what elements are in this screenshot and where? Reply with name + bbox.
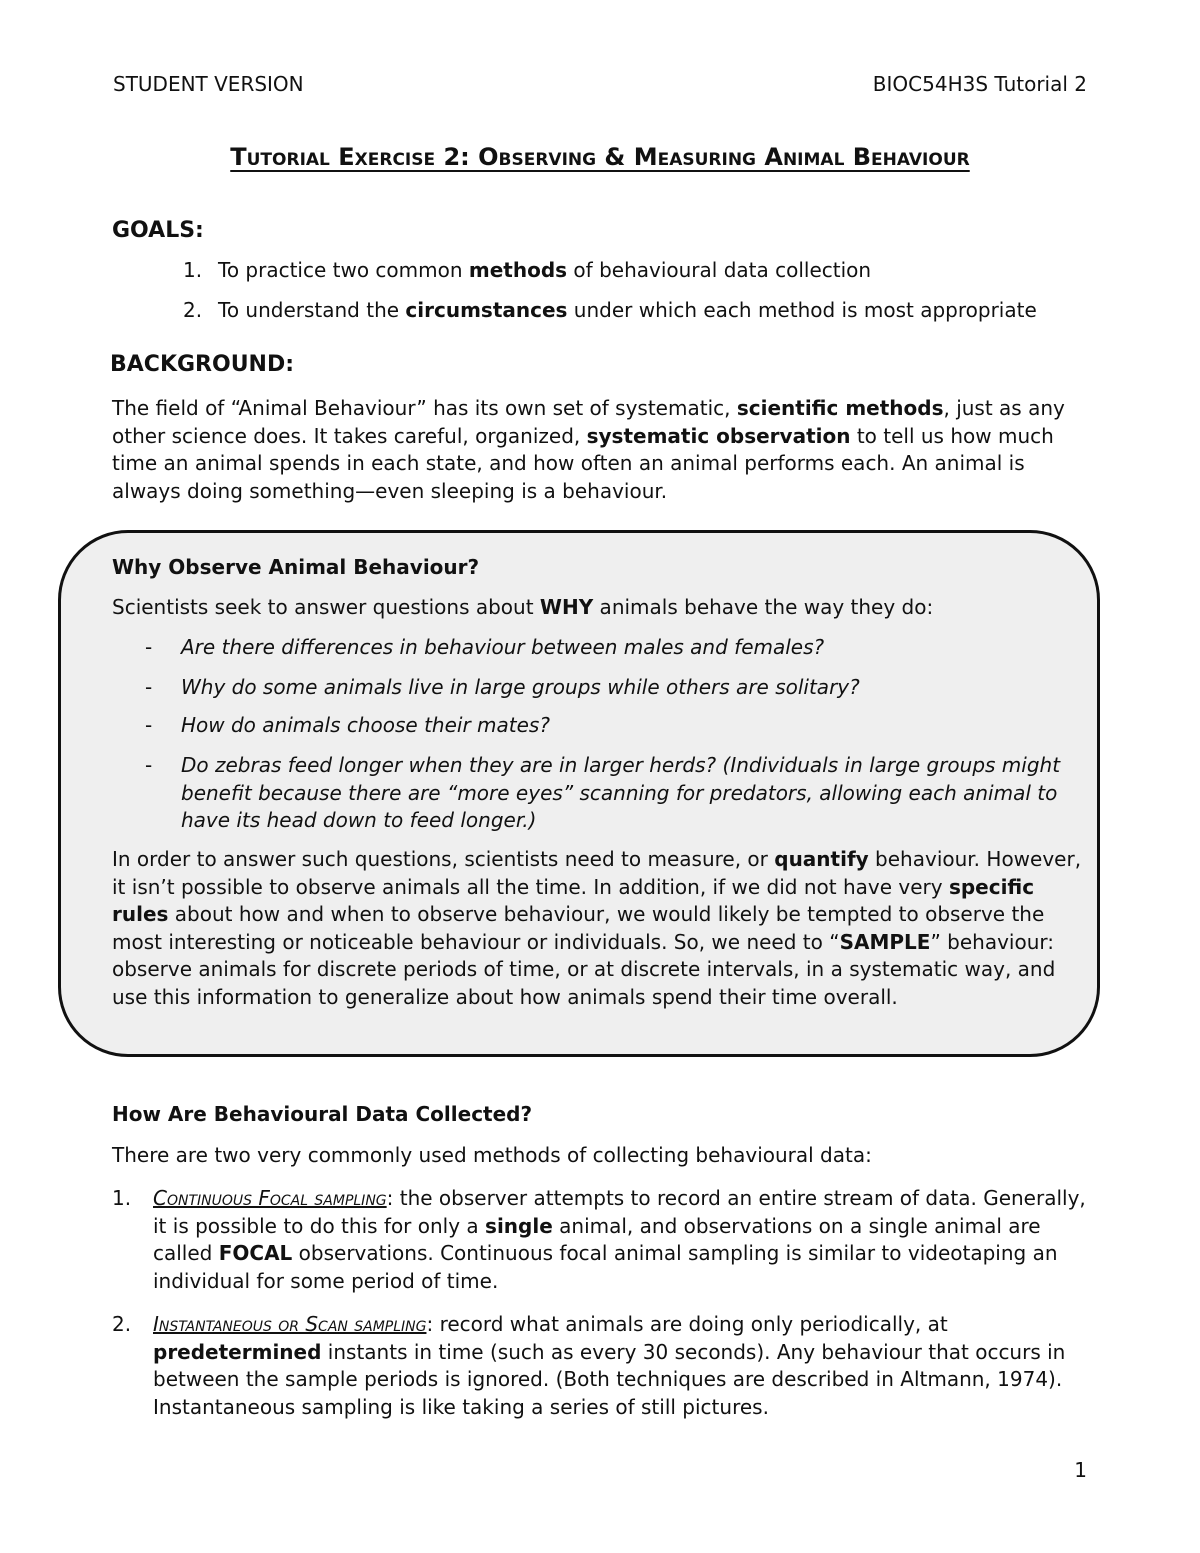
method-number: 1. (112, 1186, 132, 1210)
bullet-dash: - (145, 675, 153, 699)
page-title (0, 143, 1200, 171)
header-left: STUDENT VERSION (113, 72, 304, 96)
method-text: Instantaneous or Scan sampling: record what animals are doing only periodically, at predetermined instants in time (such as every 30 seconds). Any behaviour that occurs in between the sample periods is ignored. (Both techniques are described in Altmann, 1974). Instantaneous sampling is like taking a series of still pictures. (153, 1312, 1066, 1419)
bullet-dash: - (145, 635, 153, 659)
why-box-title: Why Observe Animal Behaviour? (112, 555, 480, 579)
goal-text: To understand the circumstances under which each method is most appropriate (218, 298, 1037, 322)
question-text: Why do some animals live in large groups while others are solitary? (181, 675, 860, 699)
method-term: Continuous Focal sampling (153, 1186, 387, 1210)
why-box-paragraph: In order to answer such questions, scientists need to measure, or quantify behaviour. However, it isn’t possible to observe animals all the time. In addition, if we did not have very specific rules about how and when to observe behaviour, we would likely be tempted to observe the most interesting or noticeable behaviour or individuals. So, we need to “SAMPLE” behaviour: observe animals for discrete periods of time, or at discrete intervals, in a systematic way, and use this information to generalize about how animals spend their time overall. (112, 847, 1082, 1009)
question-text: Are there differences in behaviour between males and females? (181, 635, 825, 659)
page-title-text: Tutorial Exercise 2: Observing & Measuring Animal Behaviour (230, 143, 970, 171)
background-paragraph: The field of “Animal Behaviour” has its own set of systematic, scientific methods, just as any other science does. It takes careful, organized, systematic observation to tell us how much time an animal spends in each state, and how often an animal performs each. An animal is always doing something—even sleeping is a behaviour. (112, 396, 1065, 503)
how-heading: How Are Behavioural Data Collected? (112, 1102, 533, 1126)
how-intro: There are two very commonly used methods of collecting behavioural data: (112, 1143, 872, 1167)
page-number: 1 (1074, 1458, 1087, 1482)
goals-heading: GOALS: (112, 218, 204, 243)
goal-number: 1. (183, 258, 203, 282)
why-box-intro: Scientists seek to answer questions about WHY animals behave the way they do: (112, 595, 934, 619)
method-term: Instantaneous or Scan sampling (153, 1312, 427, 1336)
header-right: BIOC54H3S Tutorial 2 (872, 72, 1087, 96)
goal-text: To practice two common methods of behavioural data collection (218, 258, 872, 282)
question-text: How do animals choose their mates? (181, 713, 550, 737)
bullet-dash: - (145, 753, 153, 777)
question-text: Do zebras feed longer when they are in larger herds? (Individuals in large groups might benefit because there are “more eyes” scanning for predators, allowing each animal to have its head down to feed longer.) (181, 753, 1061, 832)
goal-number: 2. (183, 298, 203, 322)
method-text: Continuous Focal sampling: the observer attempts to record an entire stream of data. Generally, it is possible to do this for only a single animal, and observations on a single animal are called FOCAL observations. Continuous focal animal sampling is similar to videotaping an individual for some period of time. (153, 1186, 1086, 1293)
background-heading: BACKGROUND: (110, 352, 295, 377)
method-number: 2. (112, 1312, 132, 1336)
bullet-dash: - (145, 713, 153, 737)
